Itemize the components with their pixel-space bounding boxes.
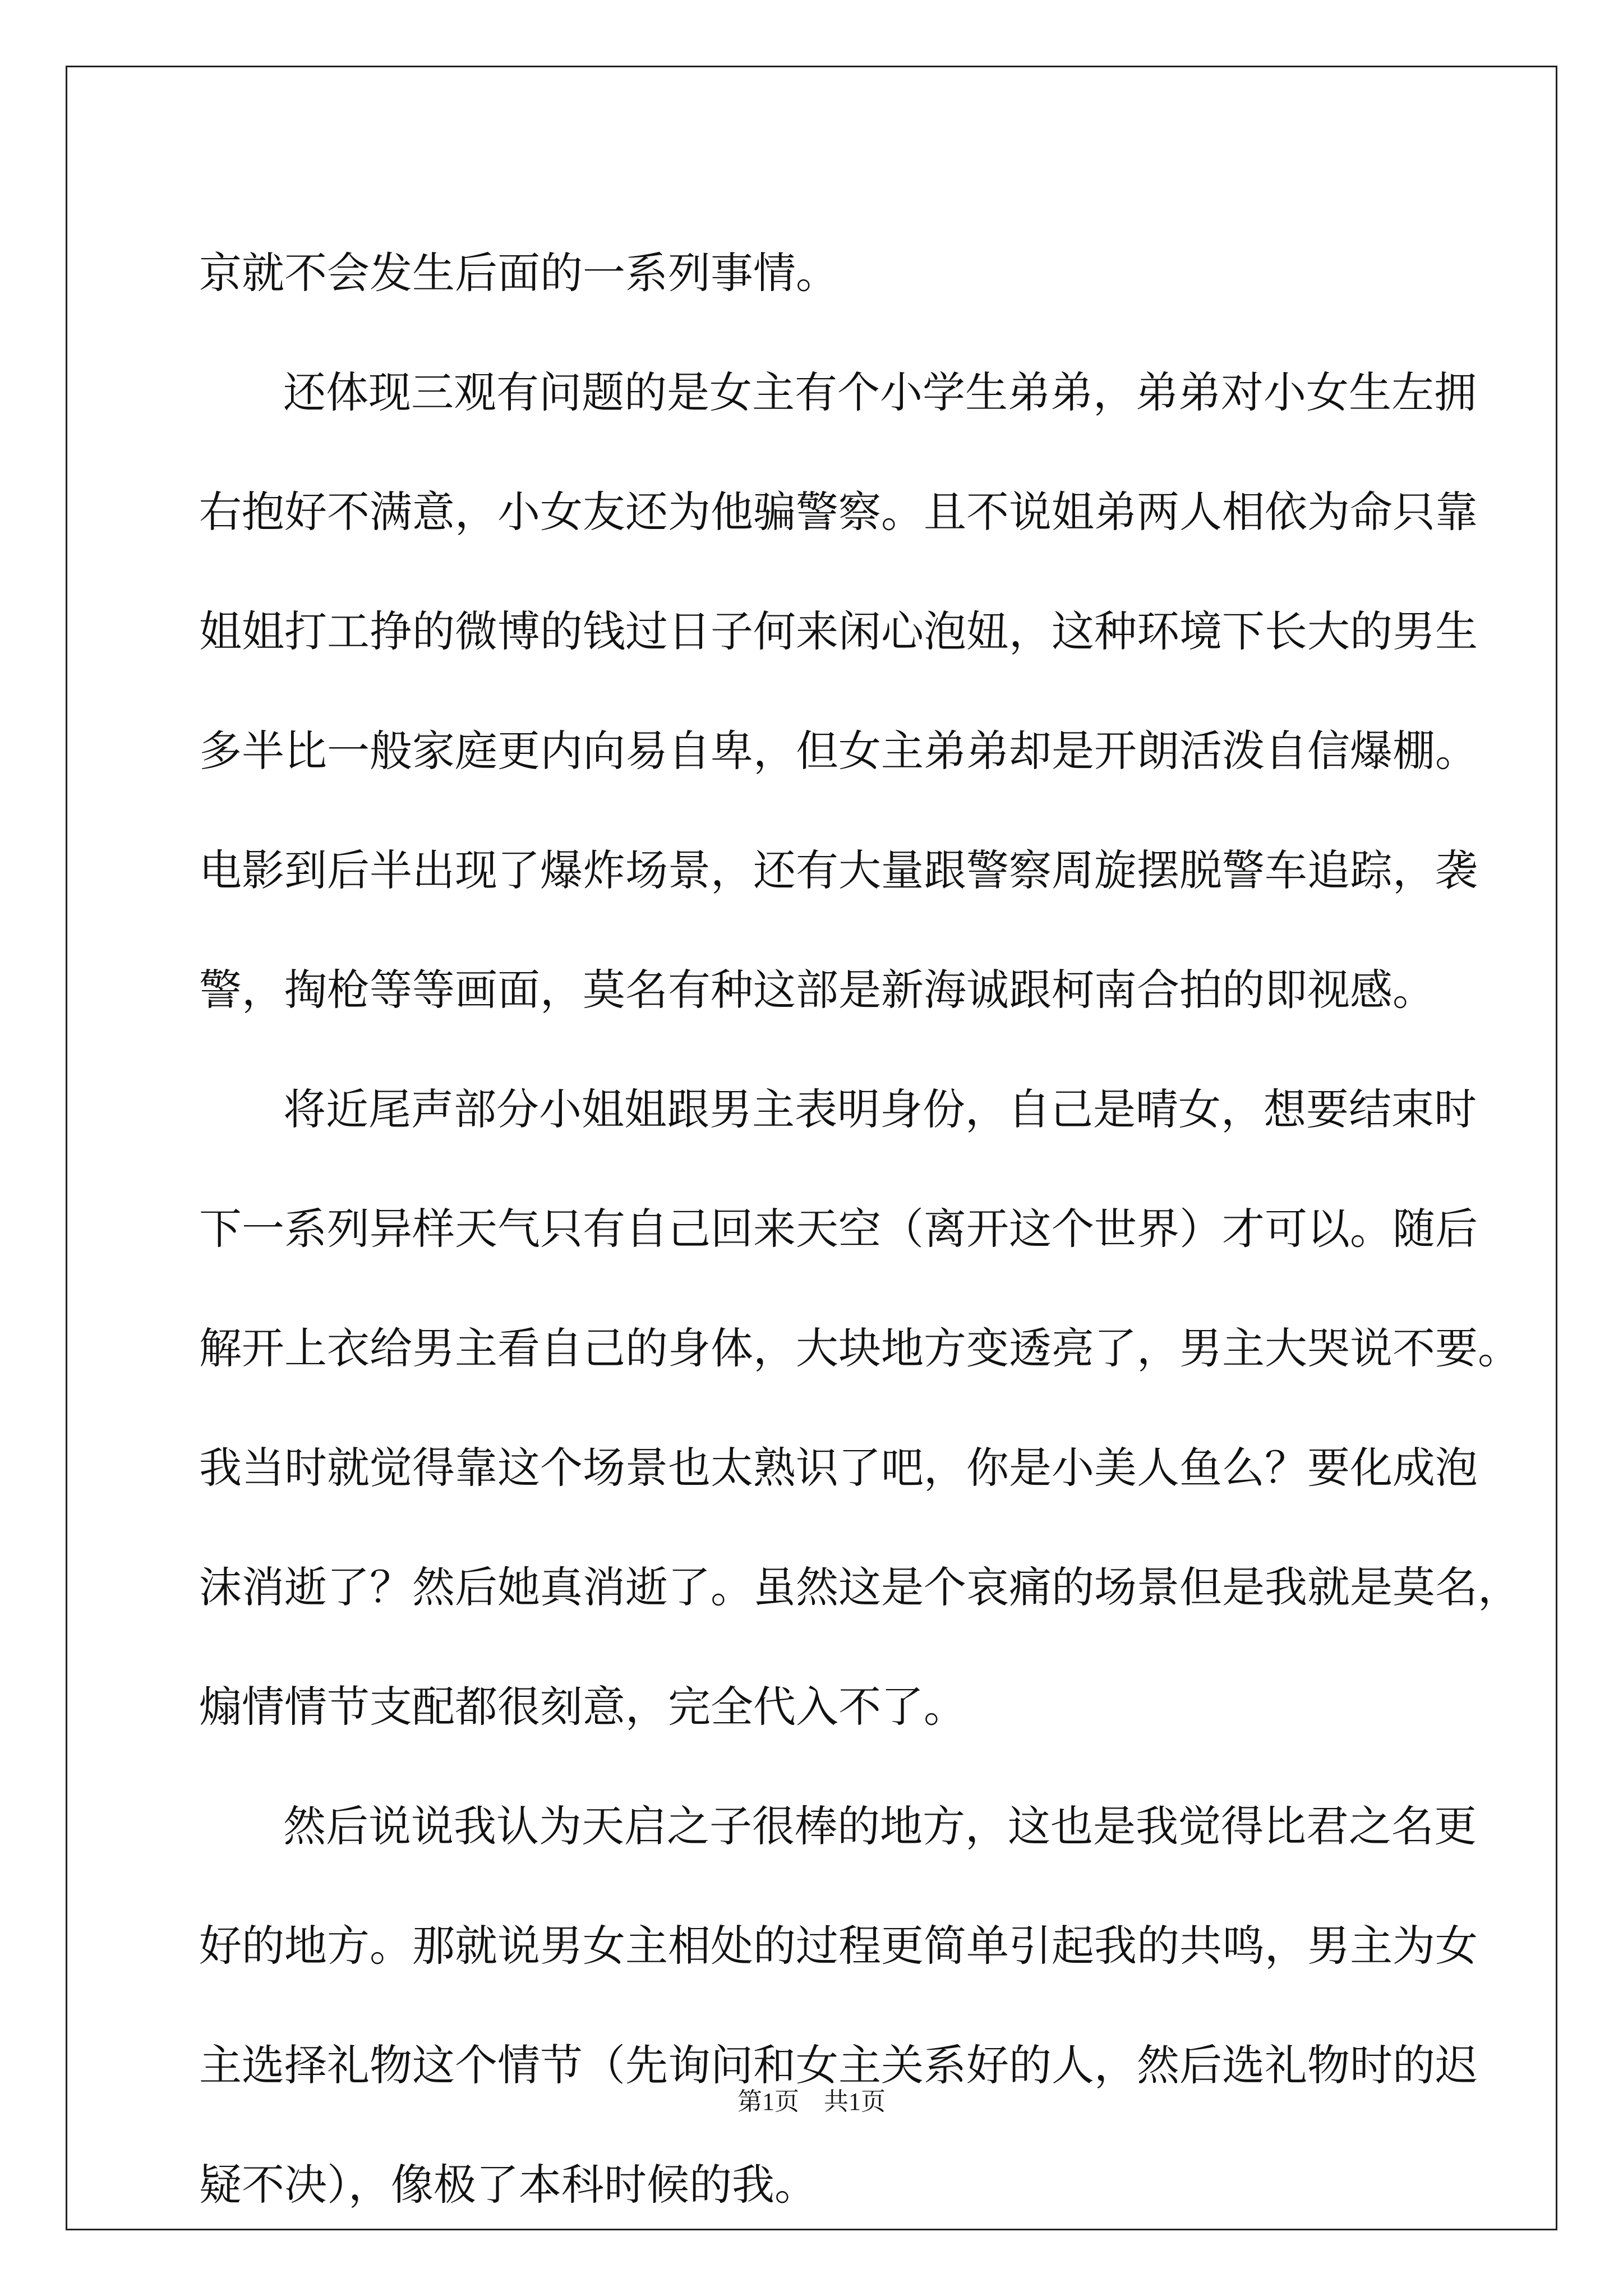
text-line: 右抱好不满意，小女友还为他骗警察。且不说姐弟两人相依为命只靠 bbox=[199, 487, 1478, 537]
text-line: 疑不决），像极了本科时候的我。 bbox=[199, 2160, 817, 2210]
text-line: 下一系列异样天气只有自己回来天空（离开这个世界）才可以。随后 bbox=[199, 1204, 1478, 1254]
text-line: 电影到后半出现了爆炸场景，还有大量跟警察周旋摆脱警车追踪，袭 bbox=[199, 845, 1478, 895]
text-line: 将近尾声部分小姐姐跟男主表明身份，自己是晴女，想要结束时 bbox=[283, 1084, 1477, 1134]
text-line: 警，掏枪等等画面，莫名有种这部是新海诚跟柯南合拍的即视感。 bbox=[199, 965, 1435, 1015]
text-line: 然后说说我认为天启之子很棒的地方，这也是我觉得比君之名更 bbox=[283, 1801, 1477, 1851]
text-line: 解开上衣给男主看自己的身体，大块地方变透亮了，男主大哭说不要。 bbox=[199, 1323, 1520, 1373]
text-line: 煽情情节支配都很刻意，完全代入不了。 bbox=[199, 1682, 966, 1732]
text-line: 沫消逝了？然后她真消逝了。虽然这是个哀痛的场景但是我就是莫名， bbox=[199, 1562, 1520, 1612]
document-body bbox=[199, 213, 1520, 2244]
text-line: 姐姐打工挣的微博的钱过日子何来闲心泡妞，这种环境下长大的男生 bbox=[199, 606, 1478, 656]
text-line: 多半比一般家庭更内向易自卑，但女主弟弟却是开朗活泼自信爆棚。 bbox=[199, 726, 1478, 776]
text-line: 我当时就觉得靠这个场景也太熟识了吧，你是小美人鱼么？要化成泡 bbox=[199, 1443, 1478, 1493]
text-line: 好的地方。那就说男女主相处的过程更简单引起我的共鸣，男主为女 bbox=[199, 1921, 1478, 1971]
text-line: 京就不会发生后面的一系列事情。 bbox=[199, 248, 838, 298]
text-line: 还体现三观有问题的是女主有个小学生弟弟，弟弟对小女生左拥 bbox=[283, 367, 1477, 417]
page-number-footer: 第1页 共1页 bbox=[737, 2088, 886, 2115]
text-line: 主选择礼物这个情节（先询问和女主关系好的人，然后选礼物时的迟 bbox=[199, 2040, 1478, 2090]
